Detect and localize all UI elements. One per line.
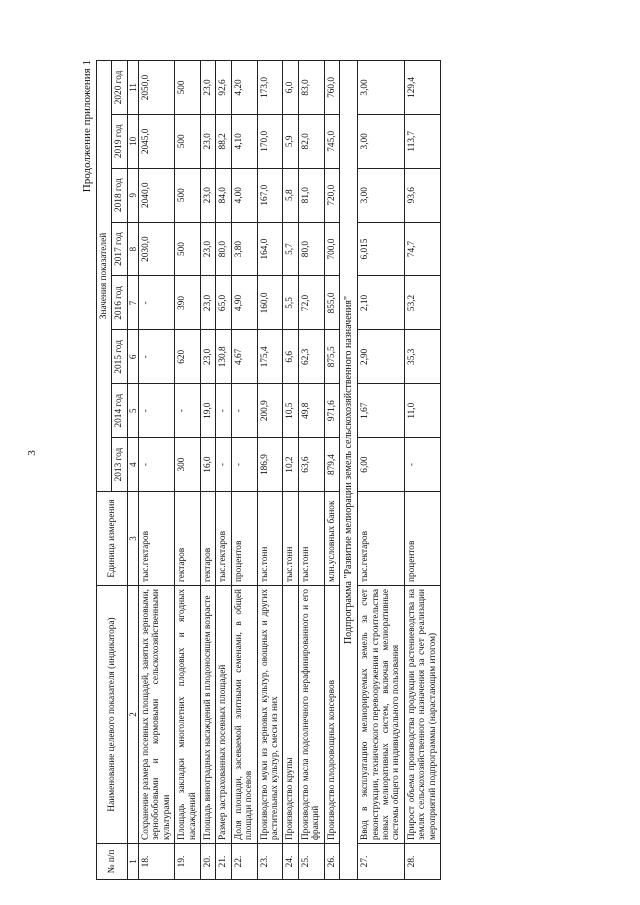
header-year: 2014 год <box>112 384 127 438</box>
value-cell: 6,00 <box>358 438 405 492</box>
value-cell: 4,20 <box>231 61 257 115</box>
indicator-name: Размер застрахованных посевных площадей <box>216 586 231 844</box>
table-row <box>298 61 324 880</box>
header-num: № п/п <box>97 844 128 880</box>
column-index-row <box>127 61 138 880</box>
header-values: Значения показателей <box>97 61 112 492</box>
column-index: 3 <box>127 492 138 586</box>
value-cell: 53,2 <box>404 276 440 330</box>
value-cell: 23,0 <box>200 114 215 168</box>
row-number: 21. <box>216 844 231 880</box>
indicator-name: Прирост объема производства продукции растениеводства на землях сельскохозяйственного назначения за счет реализации мероприятий подпрограммы (нарастающим итогом) <box>404 586 440 844</box>
column-index: 10 <box>127 114 138 168</box>
value-cell: 23,0 <box>200 222 215 276</box>
unit: тыс.тонн <box>283 492 298 586</box>
value-cell: - <box>138 330 174 384</box>
value-cell: 3,80 <box>231 222 257 276</box>
table-row <box>324 61 339 880</box>
header-year: 2016 год <box>112 276 127 330</box>
value-cell: 83,0 <box>298 61 324 115</box>
indicators-table <box>96 60 441 880</box>
table-row <box>283 61 298 880</box>
value-cell: 745,0 <box>324 114 339 168</box>
value-cell: 2045,0 <box>138 114 174 168</box>
value-cell: 3,00 <box>358 61 405 115</box>
value-cell: 93,6 <box>404 168 440 222</box>
row-number: 26. <box>324 844 339 880</box>
value-cell: 186,9 <box>257 438 283 492</box>
value-cell: 6,015 <box>358 222 405 276</box>
column-index: 2 <box>127 586 138 844</box>
table-row <box>257 61 283 880</box>
value-cell: 23,0 <box>200 276 215 330</box>
value-cell: 4,90 <box>231 276 257 330</box>
header-year: 2015 год <box>112 330 127 384</box>
value-cell: 500 <box>175 61 201 115</box>
row-number: 24. <box>283 844 298 880</box>
value-cell: 175,4 <box>257 330 283 384</box>
value-cell: 11,0 <box>404 384 440 438</box>
unit: гектаров <box>200 492 215 586</box>
value-cell: 4,10 <box>231 114 257 168</box>
column-index: 9 <box>127 168 138 222</box>
indicator-name: Площадь виноградных насаждений в плодоносящем возрасте <box>200 586 215 844</box>
column-index: 8 <box>127 222 138 276</box>
header-year: 2017 год <box>112 222 127 276</box>
unit: тыс.тонн <box>257 492 283 586</box>
header-name: Наименование целевого показателя (индикатора) <box>97 586 128 844</box>
value-cell: 167,0 <box>257 168 283 222</box>
value-cell: 10,5 <box>283 384 298 438</box>
value-cell: 5,9 <box>283 114 298 168</box>
row-number: 23. <box>257 844 283 880</box>
value-cell: 5,5 <box>283 276 298 330</box>
value-cell: - <box>216 438 231 492</box>
header-year: 2018 год <box>112 168 127 222</box>
value-cell: 2,10 <box>358 276 405 330</box>
value-cell: 3,00 <box>358 114 405 168</box>
indicator-name: Доля площади, засеваемой элитными семенами, в общей площади посевов <box>231 586 257 844</box>
column-index: 11 <box>127 61 138 115</box>
column-index: 7 <box>127 276 138 330</box>
value-cell: - <box>175 384 201 438</box>
row-number: 27. <box>358 844 405 880</box>
value-cell: 160,0 <box>257 276 283 330</box>
value-cell: 200,9 <box>257 384 283 438</box>
table-row <box>175 61 201 880</box>
value-cell: 390 <box>175 276 201 330</box>
indicator-name: Производство крупы <box>283 586 298 844</box>
value-cell: 855,0 <box>324 276 339 330</box>
value-cell: 4,67 <box>231 330 257 384</box>
value-cell: 130,8 <box>216 330 231 384</box>
value-cell: 49,8 <box>298 384 324 438</box>
value-cell: - <box>138 384 174 438</box>
value-cell: 4,00 <box>231 168 257 222</box>
table-row <box>138 61 174 880</box>
column-index: 4 <box>127 438 138 492</box>
value-cell: 2040,0 <box>138 168 174 222</box>
value-cell: 500 <box>175 114 201 168</box>
table-row <box>231 61 257 880</box>
value-cell: - <box>138 438 174 492</box>
value-cell: 500 <box>175 222 201 276</box>
indicator-name: Сохранение размера посевных площадей, занятых зерновыми, зернобобовыми и кормовыми сельскохозяйственными культурами <box>138 586 174 844</box>
value-cell: 84,0 <box>216 168 231 222</box>
value-cell: 5,8 <box>283 168 298 222</box>
value-cell: 1,67 <box>358 384 405 438</box>
value-cell: 720,0 <box>324 168 339 222</box>
value-cell: 92,6 <box>216 61 231 115</box>
value-cell: 164,0 <box>257 222 283 276</box>
value-cell: - <box>216 384 231 438</box>
unit: млн.условных банок <box>324 492 339 586</box>
value-cell: 10,2 <box>283 438 298 492</box>
table-row <box>200 61 215 880</box>
header-year: 2019 год <box>112 114 127 168</box>
value-cell: 23,0 <box>200 61 215 115</box>
subprogram-row <box>339 61 357 880</box>
indicator-name: Ввод в эксплуатацию мелиорируемых земель за счет реконструкции, технического перевооружения и строительства новых мелиоративных систем, включая мелиоративные системы общего и индивидуального пользования <box>358 586 405 844</box>
value-cell: 65,0 <box>216 276 231 330</box>
table-row <box>404 61 440 880</box>
value-cell: 129,4 <box>404 61 440 115</box>
unit: гектаров <box>175 492 201 586</box>
value-cell: 80,0 <box>216 222 231 276</box>
value-cell: 16,0 <box>200 438 215 492</box>
value-cell: 2050,0 <box>138 61 174 115</box>
value-cell: 879,4 <box>324 438 339 492</box>
value-cell: 88,2 <box>216 114 231 168</box>
value-cell: 82,0 <box>298 114 324 168</box>
row-number: 18. <box>138 844 174 880</box>
column-index: 5 <box>127 384 138 438</box>
value-cell: 62,3 <box>298 330 324 384</box>
value-cell: 81,0 <box>298 168 324 222</box>
table-row <box>216 61 231 880</box>
row-number: 25. <box>298 844 324 880</box>
value-cell: 3,00 <box>358 168 405 222</box>
value-cell: 23,0 <box>200 330 215 384</box>
indicator-name: Площадь закладки многолетних плодовых и ягодных насаждений <box>175 586 201 844</box>
unit: тыс.гектаров <box>358 492 405 586</box>
subprogram-title: Подпрограмма "Развитие мелиорации земель сельскохозяйственного назначения" <box>339 61 357 880</box>
unit: процентов <box>404 492 440 586</box>
table-body <box>127 61 440 880</box>
value-cell: 23,0 <box>200 168 215 222</box>
value-cell: 72,0 <box>298 276 324 330</box>
row-number: 20. <box>200 844 215 880</box>
value-cell: 5,7 <box>283 222 298 276</box>
unit: тыс.гектаров <box>216 492 231 586</box>
header-unit: Единица измерения <box>97 492 128 586</box>
row-number: 19. <box>175 844 201 880</box>
value-cell: 2030,0 <box>138 222 174 276</box>
value-cell: 19,0 <box>200 384 215 438</box>
value-cell: 6,6 <box>283 330 298 384</box>
indicator-name: Производство плодоовощных консервов <box>324 586 339 844</box>
value-cell: 700,0 <box>324 222 339 276</box>
value-cell: 760,0 <box>324 61 339 115</box>
column-index: 1 <box>127 844 138 880</box>
continuation-label: Продолжение приложения 1 <box>81 60 93 193</box>
value-cell: 113,7 <box>404 114 440 168</box>
value-cell: 500 <box>175 168 201 222</box>
value-cell: 620 <box>175 330 201 384</box>
value-cell: 170,0 <box>257 114 283 168</box>
value-cell: 74,7 <box>404 222 440 276</box>
page-number: 3 <box>26 450 38 456</box>
table-row <box>358 61 405 880</box>
value-cell: - <box>404 438 440 492</box>
value-cell: 173,0 <box>257 61 283 115</box>
unit: процентов <box>231 492 257 586</box>
rotated-page <box>80 60 580 880</box>
header-year: 2020 год <box>112 61 127 115</box>
value-cell: - <box>138 276 174 330</box>
indicator-name: Производство муки из зерновых культур, овощных и других растительных культур, смеси из них <box>257 586 283 844</box>
row-number: 22. <box>231 844 257 880</box>
row-number: 28. <box>404 844 440 880</box>
value-cell: - <box>231 438 257 492</box>
value-cell: - <box>231 384 257 438</box>
value-cell: 63,6 <box>298 438 324 492</box>
value-cell: 2,90 <box>358 330 405 384</box>
value-cell: 300 <box>175 438 201 492</box>
unit: тыс.гектаров <box>138 492 174 586</box>
value-cell: 875,5 <box>324 330 339 384</box>
value-cell: 6,0 <box>283 61 298 115</box>
value-cell: 971,6 <box>324 384 339 438</box>
value-cell: 35,3 <box>404 330 440 384</box>
value-cell: 80,0 <box>298 222 324 276</box>
column-index: 6 <box>127 330 138 384</box>
header-year: 2013 год <box>112 438 127 492</box>
unit: тыс.тонн <box>298 492 324 586</box>
indicator-name: Производство масла подсолнечного нерафинированного и его фракций <box>298 586 324 844</box>
